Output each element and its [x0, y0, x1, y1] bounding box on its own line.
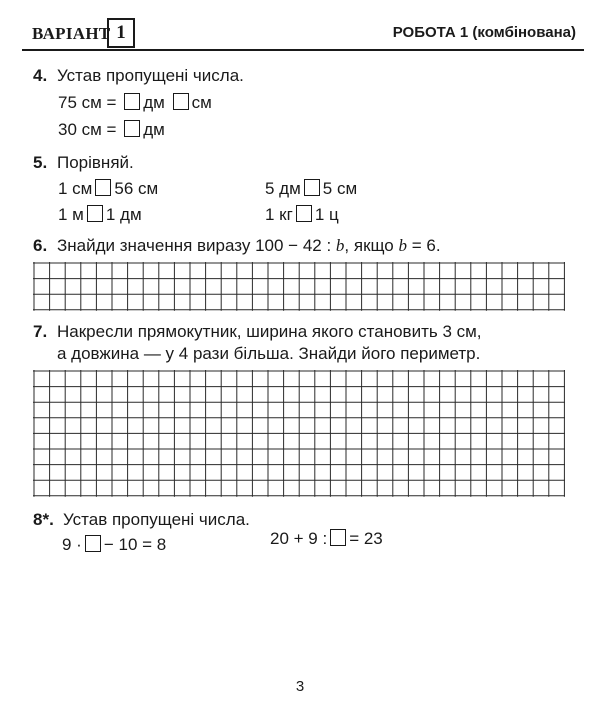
compare-left: 1 м	[58, 205, 84, 224]
task-4-heading	[33, 66, 244, 86]
task-6-prompt-c: = 6.	[407, 236, 441, 255]
equation-part: 20 + 9 :	[270, 529, 328, 548]
grid-lines	[33, 262, 565, 311]
equation-part: = 23	[349, 529, 383, 548]
work-title: РОБОТА 1 (комбінована)	[392, 24, 576, 41]
task-4-line-2-unit-dm: дм	[143, 120, 165, 139]
task-7-answer-grid[interactable]	[33, 370, 565, 502]
header-divider	[22, 49, 584, 51]
task-6-prompt-a: Знайди значення виразу 100 − 42 :	[57, 236, 336, 255]
compare-item	[58, 205, 142, 225]
compare-box[interactable]	[87, 205, 103, 222]
compare-right: 1 ц	[314, 205, 339, 224]
task-4-line-1	[58, 93, 212, 113]
compare-item	[265, 205, 339, 225]
task-7-heading	[33, 322, 482, 342]
variant-number: 1	[107, 18, 135, 48]
task-8-equation-2	[270, 529, 383, 549]
task-7-line-2: а довжина — у 4 рази більша. Знайди його периметр.	[57, 344, 481, 363]
task-8-equation-1	[62, 535, 166, 555]
task-6-prompt-b: , якщо	[344, 236, 399, 255]
compare-left: 5 дм	[265, 179, 301, 198]
compare-right: 56 см	[114, 179, 159, 198]
task-8-number: 8*.	[33, 510, 54, 529]
task-6-heading	[33, 236, 441, 256]
page-number: 3	[295, 678, 305, 695]
answer-box[interactable]	[85, 535, 101, 552]
task-5-number: 5.	[33, 153, 48, 172]
task-4-line-1-lhs: 75 см =	[58, 93, 117, 112]
answer-box[interactable]	[330, 529, 346, 546]
compare-left: 1 см	[58, 179, 93, 198]
task-7-number: 7.	[33, 322, 48, 341]
grid-lines	[33, 370, 565, 497]
task-6-variable: b	[398, 236, 407, 255]
task-4-line-1-unit-cm: см	[191, 93, 212, 112]
task-5-heading	[33, 153, 134, 173]
task-6-number: 6.	[33, 236, 48, 255]
task-4-number: 4.	[33, 66, 48, 85]
equation-part: − 10 = 8	[103, 535, 167, 554]
compare-box[interactable]	[304, 179, 320, 196]
compare-box[interactable]	[95, 179, 111, 196]
task-8-heading	[33, 510, 250, 530]
task-6-answer-grid[interactable]	[33, 262, 565, 316]
compare-right: 5 см	[322, 179, 358, 198]
task-7-line-1: Накресли прямокутник, ширина якого становить 3 см,	[57, 322, 482, 341]
compare-right: 1 дм	[105, 205, 142, 224]
task-4-prompt: Устав пропущені числа.	[57, 66, 244, 85]
variant-label: ВАРІАНТ	[32, 24, 111, 43]
compare-item	[58, 179, 158, 199]
task-4-line-1-unit-dm: дм	[143, 93, 165, 112]
task-8-prompt: Устав пропущені числа.	[63, 510, 250, 529]
answer-box[interactable]	[124, 120, 140, 137]
task-6-variable: b	[335, 236, 345, 255]
task-5-prompt: Порівняй.	[57, 153, 134, 172]
task-4-line-2-lhs: 30 см =	[58, 120, 117, 139]
compare-box[interactable]	[296, 205, 312, 222]
compare-left: 1 кг	[265, 205, 293, 224]
answer-box[interactable]	[173, 93, 189, 110]
equation-part: 9 ·	[62, 535, 82, 554]
compare-item	[265, 179, 357, 199]
page-header	[22, 18, 582, 48]
task-4-line-2	[58, 120, 165, 140]
answer-box[interactable]	[124, 93, 140, 110]
